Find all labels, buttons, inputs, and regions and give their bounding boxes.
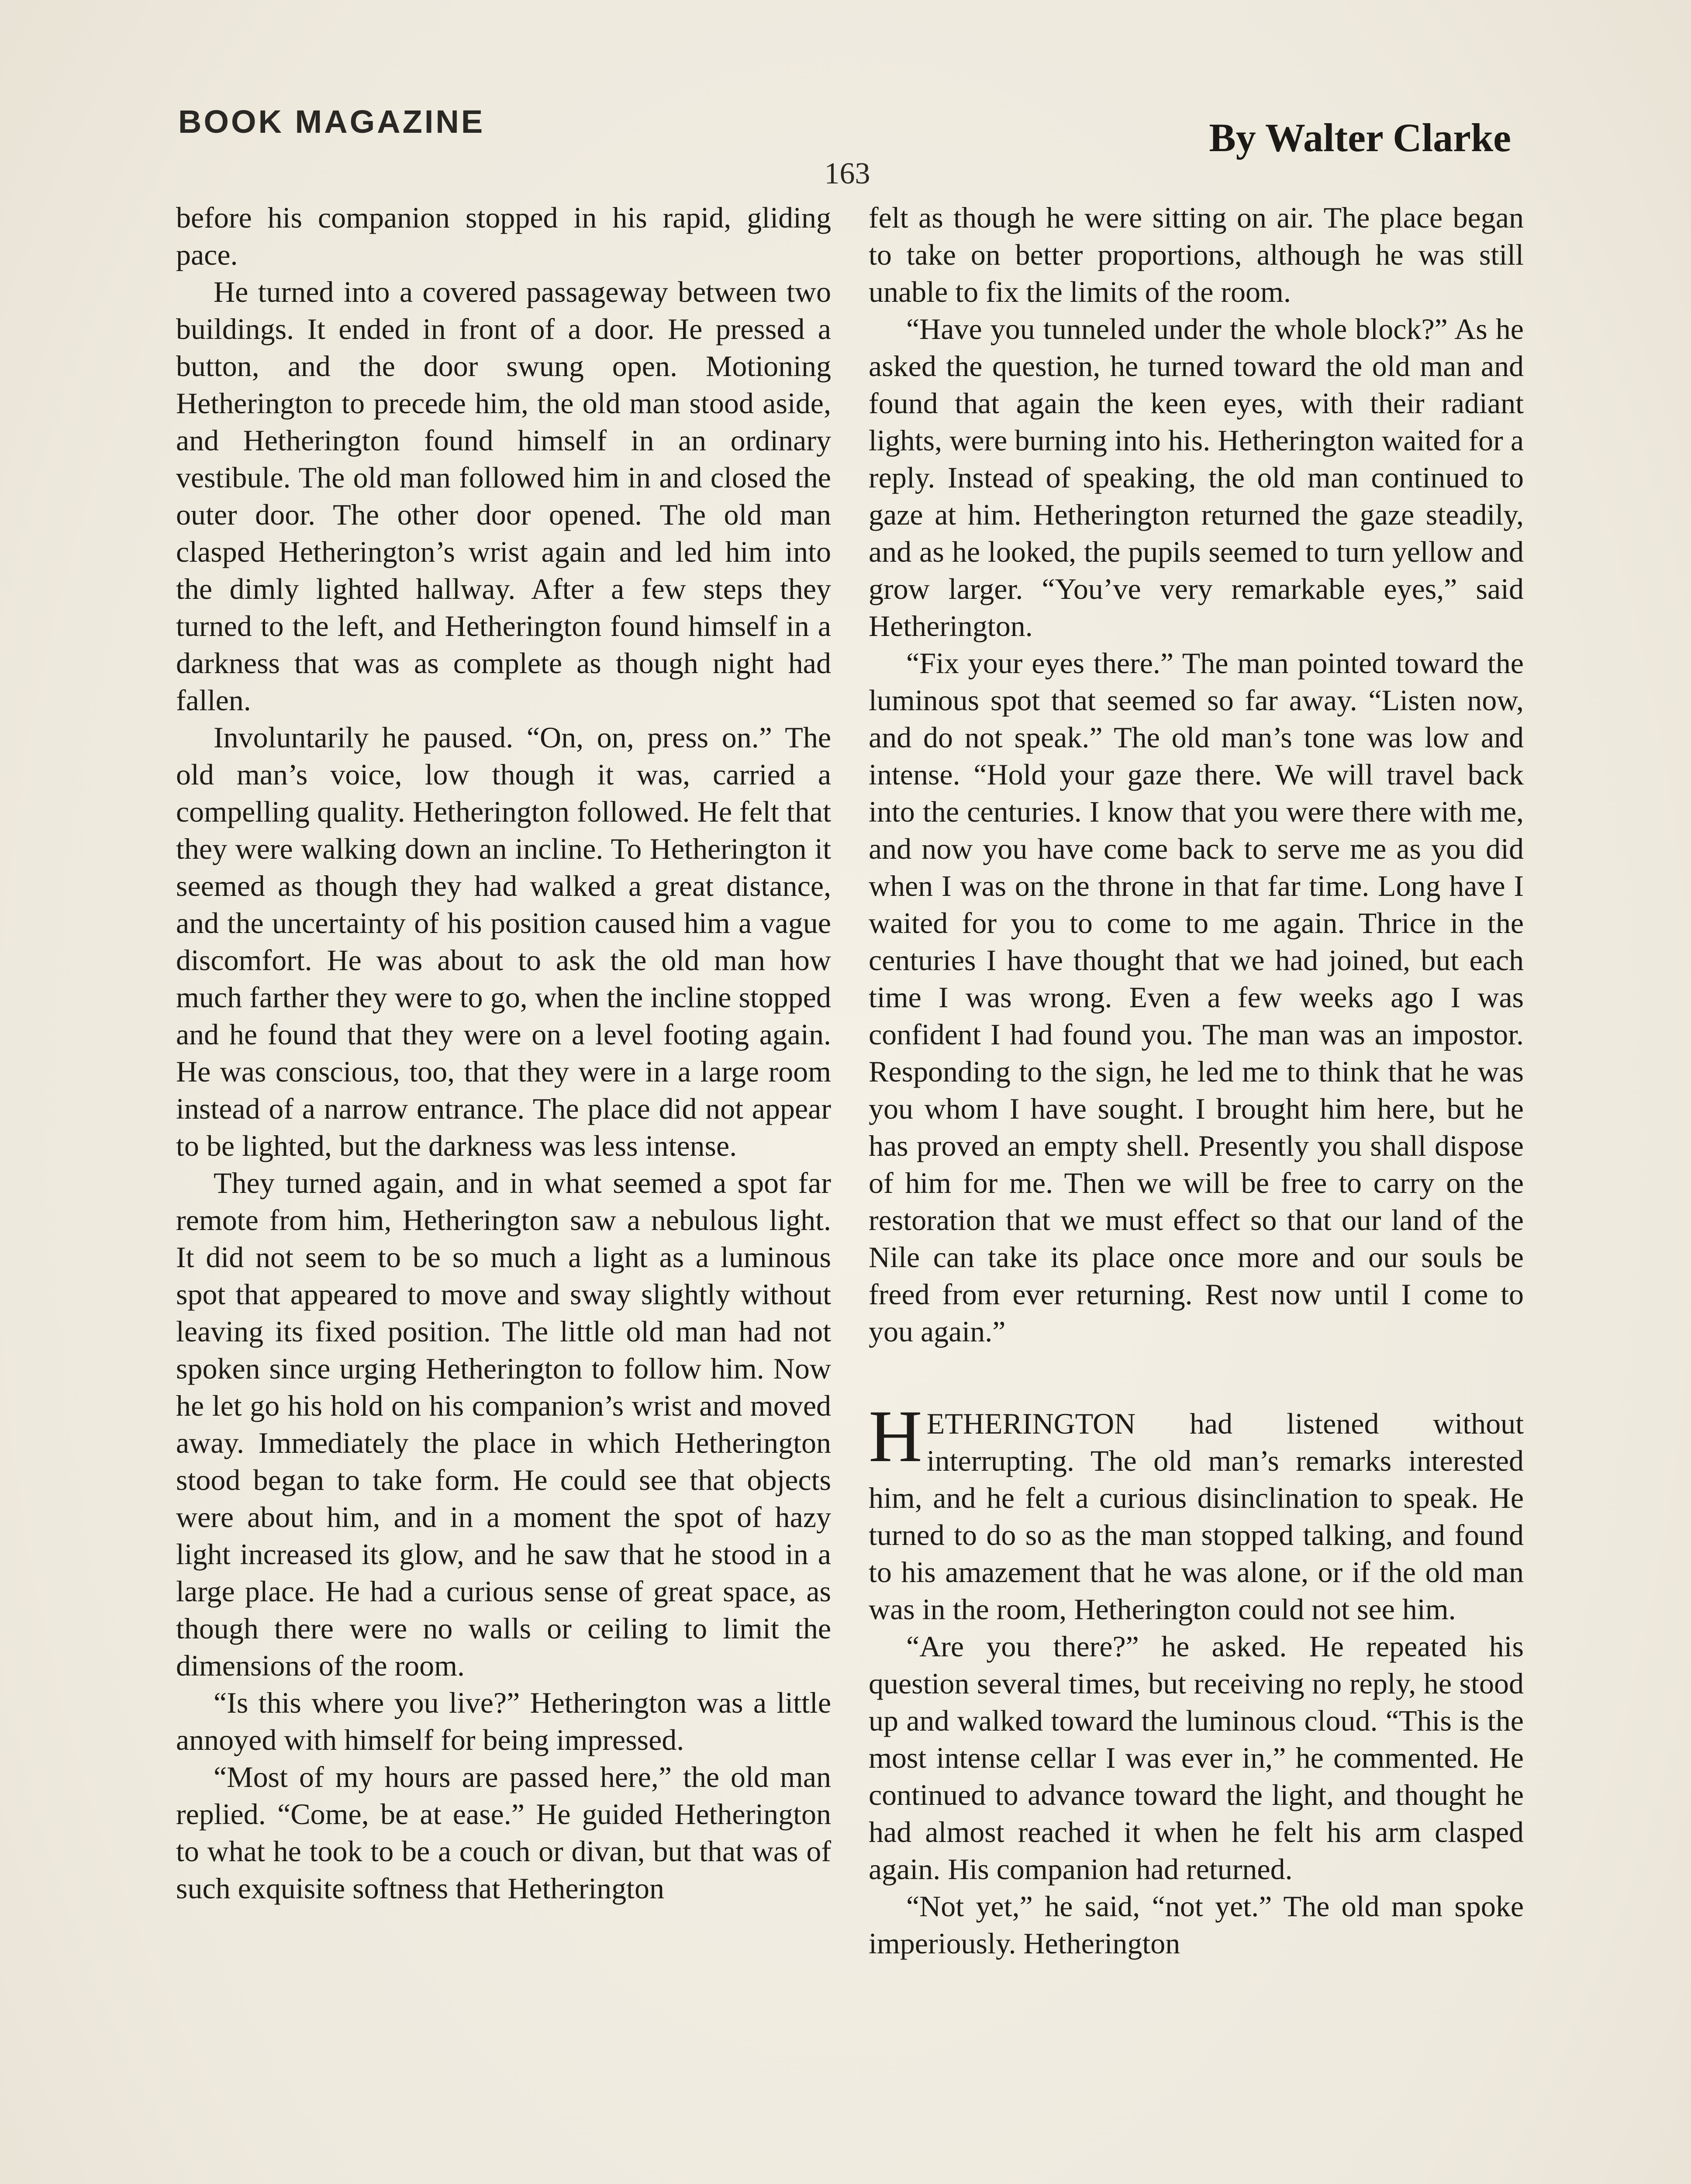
text-column-right	[869, 199, 1524, 1962]
section-break-text: ETHERINGTON had listened without interrupting. The old man’s remarks interested him, and he felt a curious disinclination to speak. He turned to do so as the man stopped talking, and found to his amazement that he was alone, or if the old man was in the room, Hetherington could not see him.	[869, 1407, 1524, 1626]
paragraph: They turned again, and in what seemed a spot far remote from him, Hetherington saw a nebulous light. It did not seem to be so much a light as a luminous spot that appeared to move and sway slightly without leaving its fixed position. The little old man had not spoken since urging Hetherington to follow him. Now he let go his hold on his companion’s wrist and moved away. Immediately the place in which Hetherington stood began to take form. He could see that objects were about him, and in a moment the spot of hazy light increased its glow, and he saw that he stood in a large place. He had a curious sense of great space, as though there were no walls or ceiling to limit the dimensions of the room.	[176, 1166, 831, 1682]
paragraph: Involuntarily he paused. “On, on, press on.” The old man’s voice, low though it was, carried a compelling quality. Hetherington followed. He felt that they were walking down an incline. To Hetherington it seemed as though they had walked a great distance, and the uncertainty of his position caused him a vague discomfort. He was about to ask the old man how much farther they were to go, when the incline stopped and he found that they were on a level footing again. He was conscious, too, that they were in a large room instead of a narrow entrance. The place did not appear to be lighted, but the darkness was less intense.	[176, 721, 831, 1162]
paragraph: “Is this where you live?” Hetherington was a little annoyed with himself for being impressed.	[176, 1686, 831, 1756]
drop-cap: H	[869, 1395, 922, 1477]
magazine-title: BOOK MAGAZINE	[178, 104, 485, 140]
paragraph: “Fix your eyes there.” The man pointed toward the luminous spot that seemed so far away. “Listen now, and do not speak.” The old man’s tone was low and intense. “Hold your gaze there. We will travel back into the centuries. I know that you were there with me, and now you have come back to serve me as you did when I was on the throne in that far time. Long have I waited for you to come to me again. Thrice in the centuries I have thought that we had joined, but each time I was wrong. Even a few weeks ago I was confident I had found you. The man was an impostor. Responding to the sign, he led me to think that he was you whom I have sought. I brought him here, but he has proved an empty shell. Presently you shall dispose of him for me. Then we will be free to carry on the restoration that we must effect so that our land of the Nile can take its place once more and our souls be freed from ever returning. Rest now until I come to you again.”	[869, 646, 1524, 1348]
page-number: 163	[824, 157, 870, 190]
paragraph: He turned into a covered passageway between two buildings. It ended in front of a door. He pressed a button, and the door swung open. Motioning Hetherington to precede him, the old man stood aside, and Hetherington found himself in an ordinary vestibule. The old man followed him in and closed the outer door. The other door opened. The old man clasped Hetherington’s wrist again and led him into the dimly lighted hallway. After a few steps they turned to the left, and Hetherington found himself in a darkness that was as complete as though night had fallen.	[176, 275, 831, 717]
paragraph: “Most of my hours are passed here,” the old man replied. “Come, be at ease.” He guided Hetherington to what he took to be a couch or divan, but that was of such exquisite softness that Hetherington	[176, 1760, 831, 1905]
section-break-paragraph	[869, 1395, 1524, 1628]
paragraph: “Are you there?” he asked. He repeated his question several times, but receiving no reply, he stood up and walked toward the luminous cloud. “This is the most intense cellar I was ever in,” he commented. He continued to advance toward the light, and thought he had almost reached it when he felt his arm clasped again. His companion had returned.	[869, 1630, 1524, 1886]
text-column-left	[176, 199, 831, 1907]
author-byline: By Walter Clarke	[1209, 115, 1511, 160]
paragraph: felt as though he were sitting on air. The place began to take on better proportions, although he was still unable to fix the limits of the room.	[869, 201, 1524, 308]
paragraph: “Have you tunneled under the whole block?” As he asked the question, he turned toward the old man and found that again the keen eyes, with their radiant lights, were burning into his. Hetherington waited for a reply. Instead of speaking, the old man continued to gaze at him. Hetherington returned the gaze steadily, and as he looked, the pupils seemed to turn yellow and grow larger. “You’ve very remarkable eyes,” said Hetherington.	[869, 312, 1524, 643]
paragraph: “Not yet,” he said, “not yet.” The old man spoke imperiously. Hetherington	[869, 1890, 1524, 1960]
paragraph: before his companion stopped in his rapid, gliding pace.	[176, 201, 831, 271]
